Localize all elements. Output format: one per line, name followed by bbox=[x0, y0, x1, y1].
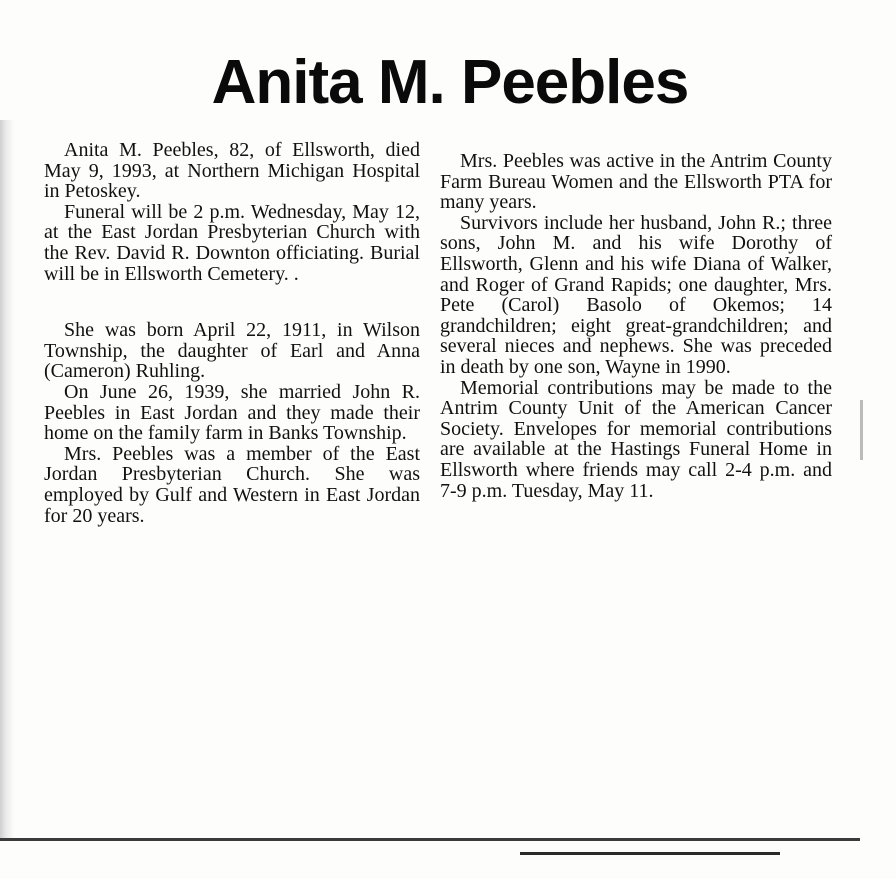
paragraph-church-employment: Mrs. Peebles was a member of the East Jordan Presbyterian Church. She was employed by Gulf and Western in East Jordan for 20 years. bbox=[44, 442, 420, 527]
paragraph-memorial: Memorial contributions may be made to the Antrim County Unit of the American Cancer Society. Envelopes for memorial contributions are available at the Hastings Funeral Home in Ellsworth where friends may call 2-4 p.m. and 7-9 p.m. Tuesday, May 11. bbox=[440, 376, 832, 502]
obituary-headline: Anita M. Peebles bbox=[211, 48, 689, 117]
left-column bbox=[44, 140, 420, 526]
paragraph-death-notice: Anita M. Peebles, 82, of Ellsworth, died May 9, 1993, at Northern Michigan Hospital in Petoskey. bbox=[44, 139, 420, 203]
paragraph-birth: She was born April 22, 1911, in Wilson Township, the daughter of Earl and Anna (Cameron) Ruhling. bbox=[44, 319, 420, 383]
clipping-right-mark bbox=[860, 400, 863, 460]
clipping-bottom-rule bbox=[0, 838, 860, 841]
paragraph-funeral: Funeral will be 2 p.m. Wednesday, May 12, at the East Jordan Presbyterian Church with the Rev. David R. Downton officiating. Burial will be in Ellsworth Cemetery. . bbox=[44, 200, 420, 285]
right-column bbox=[440, 151, 832, 501]
clipping-bottom-rule-secondary bbox=[520, 852, 780, 855]
paragraph-survivors: Survivors include her husband, John R.; three sons, John M. and his wife Dorothy of Ellsworth, Glenn and his wife Diana of Walker, and Roger of Grand Rapids; one daughter, Mrs. Pete (Carol) Basolo of Okemos; 14 grandchildren; eight great-grandchildren; and several nieces and nephews. She was preceded in death by one son, Wayne in 1990. bbox=[440, 211, 832, 378]
paragraph-marriage: On June 26, 1939, she married John R. Peebles in East Jordan and they made their home on the family farm in Banks Township. bbox=[44, 380, 420, 445]
paragraph-activities: Mrs. Peebles was active in the Antrim County Farm Bureau Women and the Ellsworth PTA for many years. bbox=[440, 150, 832, 214]
clipping-left-edge bbox=[0, 120, 14, 840]
